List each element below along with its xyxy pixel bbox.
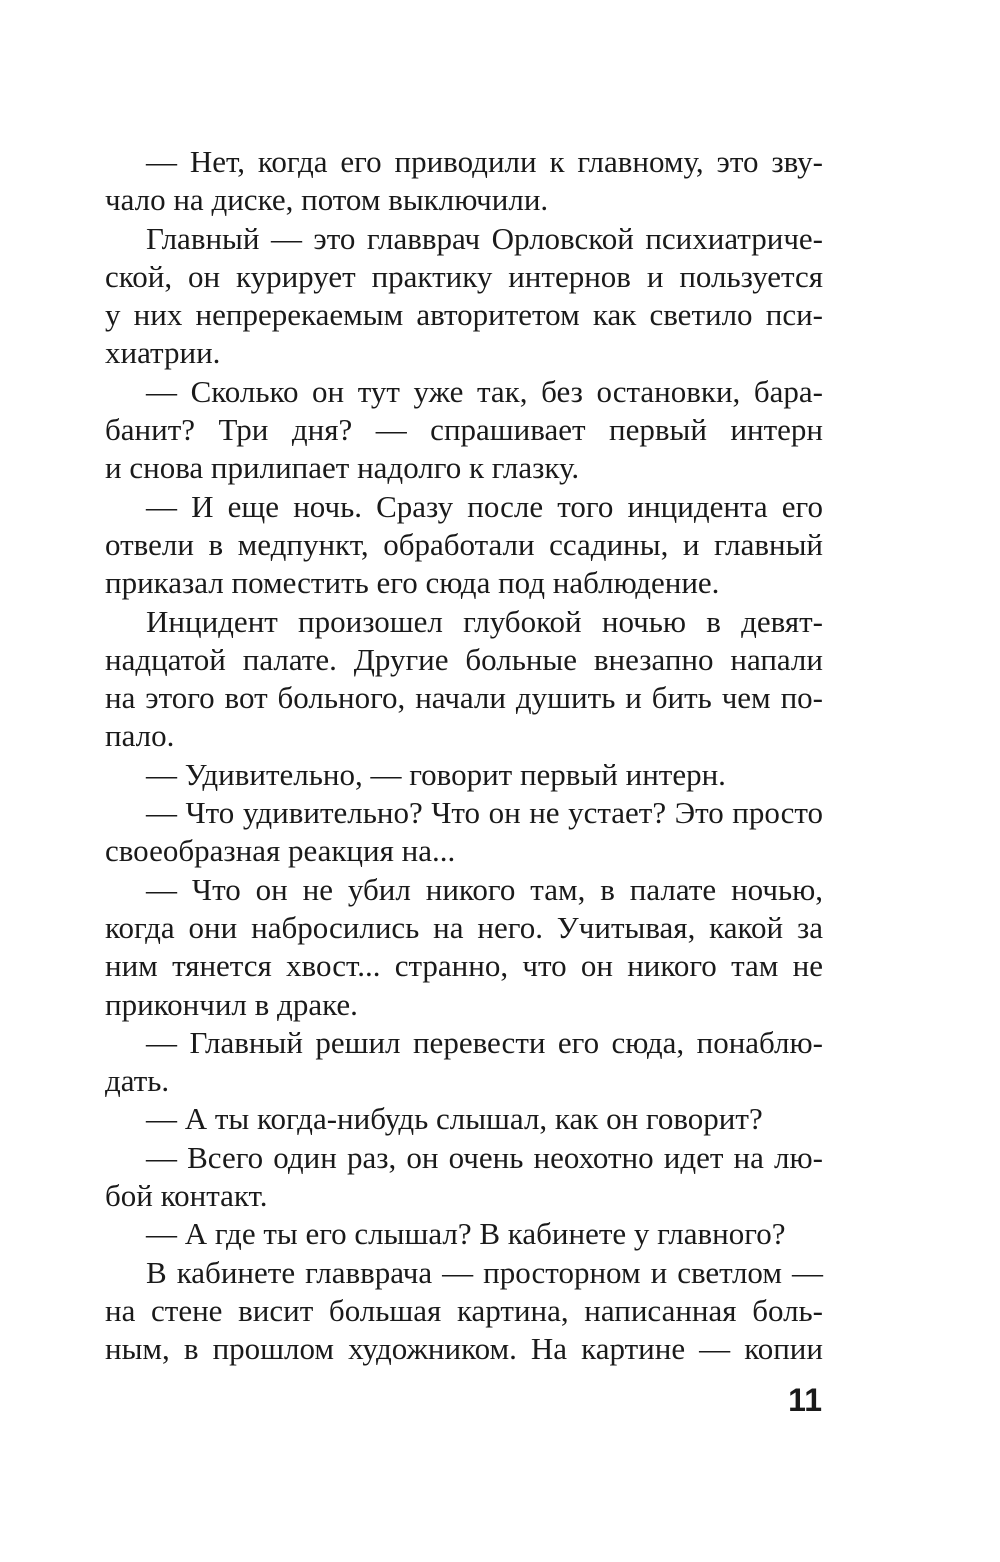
text-line: — И еще ночь. Сразу после того инцидента его: [146, 488, 823, 524]
text-line: — А где ты его слышал? В кабинете у главного?: [146, 1216, 786, 1252]
text-line: дать.: [105, 1063, 170, 1099]
text-line: — Что он не убил никого там, в палате ночью,: [146, 871, 823, 907]
text-line: на этого вот больного, начали душить и бить чем по-: [105, 680, 823, 716]
text-line: отвели в медпункт, обработали ссадины, и главный: [105, 526, 823, 562]
text-line: Главный — это главврач Орловской психиатриче-: [146, 220, 823, 256]
text-line: приказал поместить его сюда под наблюдение.: [105, 565, 720, 601]
text-line: — Сколько он тут уже так, без остановки, бара-: [146, 373, 823, 409]
text-line: своеобразная реакция на...: [105, 833, 456, 869]
text-line: Инцидент произошел глубокой ночью в девят-: [146, 603, 823, 639]
text-line: хиатрии.: [105, 335, 221, 371]
text-line: — Нет, когда его приводили к главному, это зву-: [146, 144, 823, 179]
text-line: у них непререкаемым авторитетом как светило пси-: [105, 297, 823, 333]
text-line: прикончил в драке.: [105, 986, 358, 1022]
text-line: чало на диске, потом выключили.: [105, 182, 549, 218]
text-line: и снова прилипает надолго к глазку.: [105, 450, 580, 486]
text-line: — Удивительно, — говорит первый интерн.: [146, 756, 726, 792]
text-line: ным, в прошлом художником. На картине — копии: [105, 1331, 823, 1367]
text-line: — Что удивительно? Что он не устает? Это просто: [146, 795, 823, 831]
text-line: В кабинете главврача — просторном и светлом —: [146, 1254, 823, 1290]
text-line: ним тянется хвост... странно, что он никого там не: [105, 948, 823, 984]
text-line: когда они набросились на него. Учитывая, какой за: [105, 909, 823, 945]
text-line: пало.: [105, 718, 175, 754]
text-line: бой контакт.: [105, 1178, 268, 1214]
page-number: 11: [788, 1382, 822, 1418]
body-text: [105, 143, 823, 1369]
text-line: — Главный решил перевести его сюда, понаблю-: [146, 1024, 823, 1060]
text-line: банит? Три дня? — спрашивает первый интерн: [105, 412, 823, 448]
text-line: на стене висит большая картина, написанная боль-: [105, 1292, 823, 1328]
text-line: ской, он курирует практику интернов и пользуется: [105, 258, 823, 294]
text-line: — Всего один раз, он очень неохотно идет на лю-: [146, 1139, 823, 1175]
text-line: — А ты когда-нибудь слышал, как он говорит?: [146, 1101, 763, 1137]
text-line: надцатой палате. Другие больные внезапно напали: [105, 641, 823, 677]
